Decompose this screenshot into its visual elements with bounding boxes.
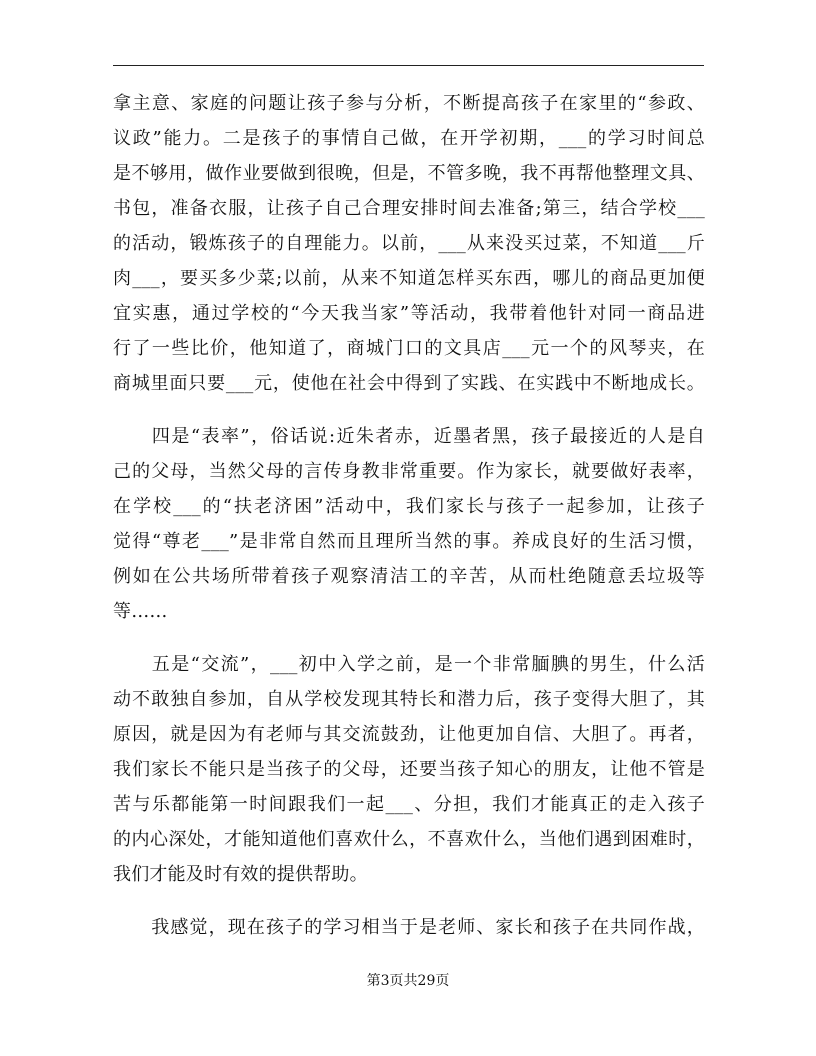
text-line: 我们才能及时有效的提供帮助。 [113, 864, 368, 885]
text-line: 的活动，锻炼孩子的自理能力。以前，___从来没买过菜，不知道___斤 [113, 233, 705, 254]
page-number-footer: 第3页共29页 [366, 973, 450, 989]
paragraph-spacer [113, 629, 705, 647]
paragraph-2 [113, 419, 705, 629]
text-line: 等…… [113, 601, 168, 622]
paragraph-3 [113, 647, 705, 892]
text-line: 宜实惠，通过学校的“今天我当家”等活动，我带着他针对同一商品进 [113, 303, 705, 324]
text-line: 例如在公共场所带着孩子观察清洁工的辛苦，从而杜绝随意丢垃圾等 [113, 566, 705, 587]
text-line: 苦与乐都能第一时间跟我们一起___、分担，我们才能真正的走入孩子 [113, 794, 705, 815]
text-line: 动不敢独自参加，自从学校发现其特长和潜力后，孩子变得大胆了，其 [113, 689, 705, 710]
text-line: 肉___，要买多少菜;以前，从来不知道怎样买东西，哪儿的商品更加便 [113, 268, 705, 289]
document-body [113, 86, 705, 945]
text-line: 书包，准备衣服，让孩子自己合理安排时间去准备;第三，结合学校___ [113, 198, 705, 219]
header-rule [113, 65, 704, 66]
paragraph-4 [113, 910, 705, 945]
text-line: 的内心深处，才能知道他们喜欢什么，不喜欢什么，当他们遇到困难时， [113, 829, 705, 850]
text-line: 是不够用，做作业要做到很晚，但是，不管多晚，我不再帮他整理文具、 [113, 163, 705, 184]
text-line: 原因，就是因为有老师与其交流鼓劲，让他更加自信、大胆了。再者， [113, 724, 705, 745]
text-line: 拿主意、家庭的问题让孩子参与分析，不断提高孩子在家里的“参政、 [113, 93, 705, 114]
paragraph-spacer [113, 401, 705, 419]
paragraph-spacer [113, 892, 705, 910]
text-line: 我感觉，现在孩子的学习相当于是老师、家长和孩子在共同作战， [113, 917, 705, 938]
text-line: 己的父母，当然父母的言传身教非常重要。作为家长，就要做好表率， [113, 461, 705, 482]
text-line: 觉得“尊老___”是非常自然而且理所当然的事。养成良好的生活习惯， [113, 531, 705, 552]
text-line: 在学校___的“扶老济困”活动中，我们家长与孩子一起参加，让孩子 [113, 496, 705, 517]
text-line: 商城里面只要___元，使他在社会中得到了实践、在实践中不断地成长。 [113, 373, 705, 394]
text-line: 五是“交流”，___初中入学之前，是一个非常腼腆的男生，什么活 [113, 654, 705, 675]
text-line: 我们家长不能只是当孩子的父母，还要当孩子知心的朋友，让他不管是 [113, 759, 705, 780]
text-line: 议政”能力。二是孩子的事情自己做，在开学初期，___的学习时间总 [113, 128, 705, 149]
text-line: 四是“表率”，俗话说:近朱者赤，近墨者黑，孩子最接近的人是自 [113, 426, 705, 447]
text-line: 行了一些比价，他知道了，商城门口的文具店___元一个的风琴夹，在 [113, 338, 705, 359]
paragraph-1 [113, 86, 705, 401]
